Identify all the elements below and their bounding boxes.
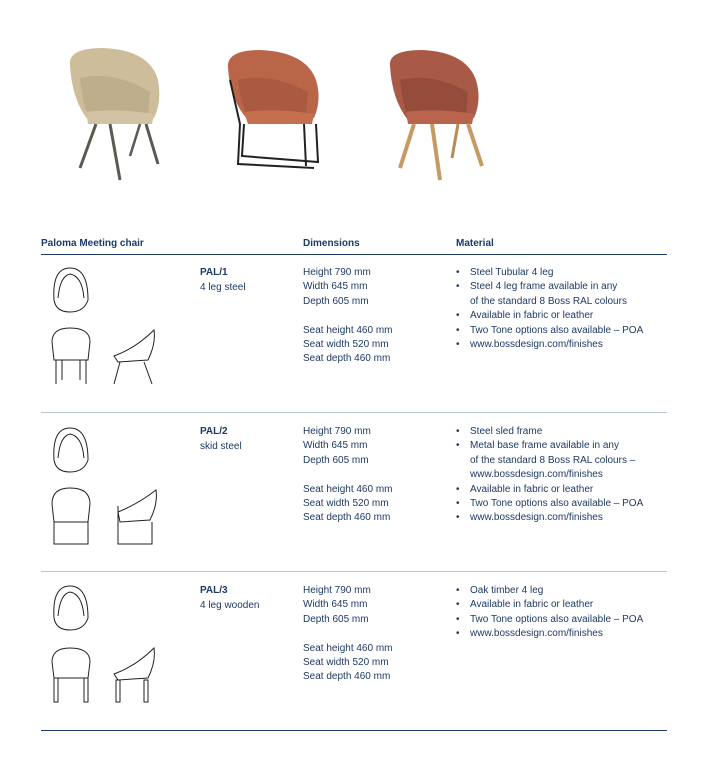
product-code: PAL/2 — [200, 426, 228, 437]
dimensions-list — [303, 584, 393, 685]
seat-width: Seat width 520 mm — [303, 656, 389, 668]
product-subtitle: skid steel — [200, 441, 242, 452]
chair-photo-pal1 — [58, 40, 188, 190]
finishes-link[interactable]: • www.bossdesign.com/finishes — [456, 627, 676, 641]
dimensions-heading: Dimensions — [303, 238, 360, 249]
material-list — [456, 584, 676, 642]
dimension-height: Height 790 mm — [303, 267, 371, 278]
material-item: • Available in fabric or leather — [456, 309, 676, 323]
seat-height: Seat height 460 mm — [303, 483, 393, 495]
material-item-continued: of the standard 8 Boss RAL colours — [470, 295, 627, 307]
material-item: • Two Tone options also available – POA — [456, 497, 676, 511]
dimension-height: Height 790 mm — [303, 585, 371, 596]
material-item: • Oak timber 4 leg — [456, 584, 676, 598]
material-list — [456, 425, 676, 526]
dimensions-list — [303, 266, 393, 367]
header-divider — [41, 254, 667, 255]
material-item-continued: of the standard 8 Boss RAL colours – — [470, 454, 636, 466]
chair-photo-pal3 — [378, 40, 508, 190]
seat-depth: Seat depth 460 mm — [303, 671, 391, 683]
row-divider — [41, 412, 667, 413]
material-item: • Two Tone options also available – POA — [456, 324, 676, 338]
technical-drawing-pal1 — [48, 264, 168, 394]
product-title: Paloma Meeting chair — [41, 238, 144, 249]
finishes-link[interactable]: • www.bossdesign.com/finishes — [456, 338, 676, 352]
dimension-height: Height 790 mm — [303, 426, 371, 437]
material-item-continued[interactable]: www.bossdesign.com/finishes — [470, 469, 603, 481]
material-list — [456, 266, 676, 352]
technical-drawing-pal2 — [48, 424, 168, 554]
row-divider — [41, 571, 667, 572]
material-item: • Steel sled frame — [456, 425, 676, 439]
product-subtitle: 4 leg steel — [200, 282, 246, 293]
material-item: • Two Tone options also available – POA — [456, 613, 676, 627]
footer-divider — [41, 730, 667, 731]
technical-drawing-pal3 — [48, 582, 168, 712]
material-item: • Available in fabric or leather — [456, 483, 676, 497]
seat-depth: Seat depth 460 mm — [303, 353, 391, 365]
material-item: • Steel Tubular 4 leg — [456, 266, 676, 280]
product-subtitle: 4 leg wooden — [200, 600, 260, 611]
material-item: • Steel 4 leg frame available in any — [456, 280, 676, 294]
dimension-width: Width 645 mm — [303, 440, 368, 452]
seat-height: Seat height 460 mm — [303, 324, 393, 336]
product-code: PAL/3 — [200, 585, 228, 596]
seat-width: Seat width 520 mm — [303, 338, 389, 350]
chair-photo-pal2 — [218, 40, 348, 190]
seat-depth: Seat depth 460 mm — [303, 512, 391, 524]
seat-width: Seat width 520 mm — [303, 497, 389, 509]
seat-height: Seat height 460 mm — [303, 642, 393, 654]
dimension-width: Width 645 mm — [303, 599, 368, 611]
dimensions-list — [303, 425, 393, 526]
dimension-depth: Depth 605 mm — [303, 613, 369, 625]
material-heading: Material — [456, 238, 494, 249]
product-code: PAL/1 — [200, 267, 228, 278]
dimension-width: Width 645 mm — [303, 281, 368, 293]
dimension-depth: Depth 605 mm — [303, 295, 369, 307]
dimension-depth: Depth 605 mm — [303, 454, 369, 466]
finishes-link[interactable]: • www.bossdesign.com/finishes — [456, 511, 676, 525]
material-item: • Available in fabric or leather — [456, 598, 676, 612]
material-item: • Metal base frame available in any — [456, 439, 676, 453]
